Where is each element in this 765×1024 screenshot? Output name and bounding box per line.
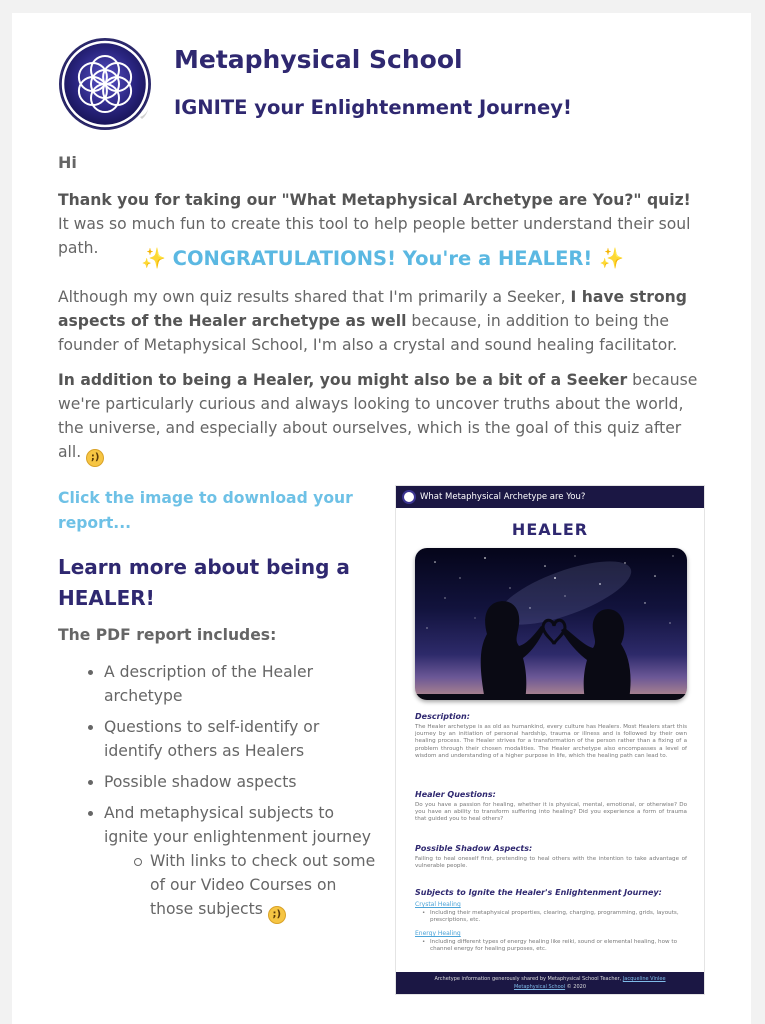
para3-rest: because we're particularly curious and always looking to uncover truths about the world, the universe, and especially about ourselves, which is the goal of this quiz after all.	[58, 371, 698, 461]
learn-more-heading: Learn more about being a HEALER!	[58, 555, 350, 610]
congratulations-heading	[0, 246, 765, 270]
report-footer-year: © 2020	[565, 984, 586, 990]
healer-seeker-paragraph	[58, 368, 698, 467]
report-description-text: The Healer archetype is as old as humankind, every culture has Healers. Most Healers start this journey by an initiation of personal hardship, trauma or illness and is followed by their own healing process. The Healer strives for a transformation of the person rather than a fixing of a problem through their chosen modalities. The Healer archetype also encompasses a level of wisdom and understanding of a higher purpose in life, which the healing path can lead to.	[415, 724, 687, 759]
report-shadow-text: Failing to heal oneself first, pretending to heal others with the intention to take advantage of vulnerable people.	[415, 856, 687, 870]
report-subjects-heading: Subjects to Ignite the Healer's Enlightenment Journey:	[415, 888, 662, 897]
para2-start: Although my own quiz results shared that I'm primarily a Seeker,	[58, 288, 571, 306]
includes-label: The PDF report includes:	[58, 626, 277, 644]
para3-bold: In addition to being a Healer, you might also be a bit of a Seeker	[58, 371, 628, 389]
metaphysical-school-logo[interactable]	[58, 37, 152, 131]
report-footer-teacher-link[interactable]: Jacqueline Vinlee	[622, 976, 666, 982]
report-description-heading: Description:	[415, 712, 470, 721]
list-item: A description of the Healer archetype	[104, 660, 379, 708]
sub-list	[150, 849, 379, 924]
sparkles-icon: ✨	[140, 246, 166, 270]
report-crystal-healing-link[interactable]: Crystal Healing	[415, 901, 461, 908]
sub-list-item	[150, 849, 379, 924]
list-item	[104, 801, 379, 924]
healer-silhouette-photo	[415, 548, 687, 700]
report-logo-icon	[402, 490, 416, 504]
thanks-bold: Thank you for taking our "What Metaphysical Archetype are You?" quiz!	[58, 191, 691, 209]
report-questions-text: Do you have a passion for healing, whether it is physical, mental, emotional, or otherwise? Do you have an ability to transform suffering into healing? Did you experience a form of trauma that guided you to heal others?	[415, 802, 687, 823]
school-name: Metaphysical School	[174, 45, 463, 74]
report-footer-text: Archetype information generously shared by Metaphysical School Teacher,	[434, 976, 623, 982]
report-subject-bullet: • Including their metaphysical properties, clearing, charging, programming, grids, layouts, prescriptions, etc.	[422, 910, 687, 924]
seeker-paragraph	[58, 285, 698, 357]
para2-bold: I have strong aspects of the Healer archetype as well	[58, 288, 687, 330]
report-footer	[396, 972, 704, 994]
list-item: Possible shadow aspects	[104, 770, 379, 794]
para2-end: because, in addition to being the founder of Metaphysical School, I'm also a crystal and sound healing facilitator.	[58, 312, 678, 354]
sparkles-icon: ✨	[599, 246, 625, 270]
winking-face-icon: ;)	[268, 906, 286, 924]
winking-face-icon: ;)	[86, 449, 104, 467]
report-header	[396, 486, 704, 508]
list-item: Questions to self-identify or identify others as Healers	[104, 715, 379, 763]
sub-list-item-text: With links to check out some of our Video Courses on those subjects	[150, 852, 376, 918]
list-item-text: And metaphysical subjects to ignite your enlightenment journey	[104, 804, 371, 846]
report-header-text: What Metaphysical Archetype are You?	[420, 492, 586, 502]
greeting: Hi	[58, 153, 77, 172]
thanks-rest: It was so much fun to create this tool to help people better understand their soul path.	[58, 215, 691, 257]
report-footer-school-link[interactable]: Metaphysical School	[513, 984, 566, 990]
school-tagline: IGNITE your Enlightenment Journey!	[174, 96, 572, 119]
report-title: HEALER	[511, 520, 589, 539]
download-report-link[interactable]: Click the image to download your report...	[58, 489, 353, 532]
report-preview-image[interactable]	[396, 486, 704, 994]
report-questions-heading: Healer Questions:	[415, 790, 496, 799]
report-shadow-heading: Possible Shadow Aspects:	[415, 844, 533, 853]
report-energy-healing-link[interactable]: Energy Healing	[415, 930, 461, 937]
congratulations-text: CONGRATULATIONS! You're a HEALER!	[172, 247, 593, 270]
features-list	[104, 660, 379, 931]
report-subject-bullet: • Including different types of energy healing like reiki, sound or elemental healing, how to channel energy for healing purposes, etc.	[422, 939, 687, 953]
